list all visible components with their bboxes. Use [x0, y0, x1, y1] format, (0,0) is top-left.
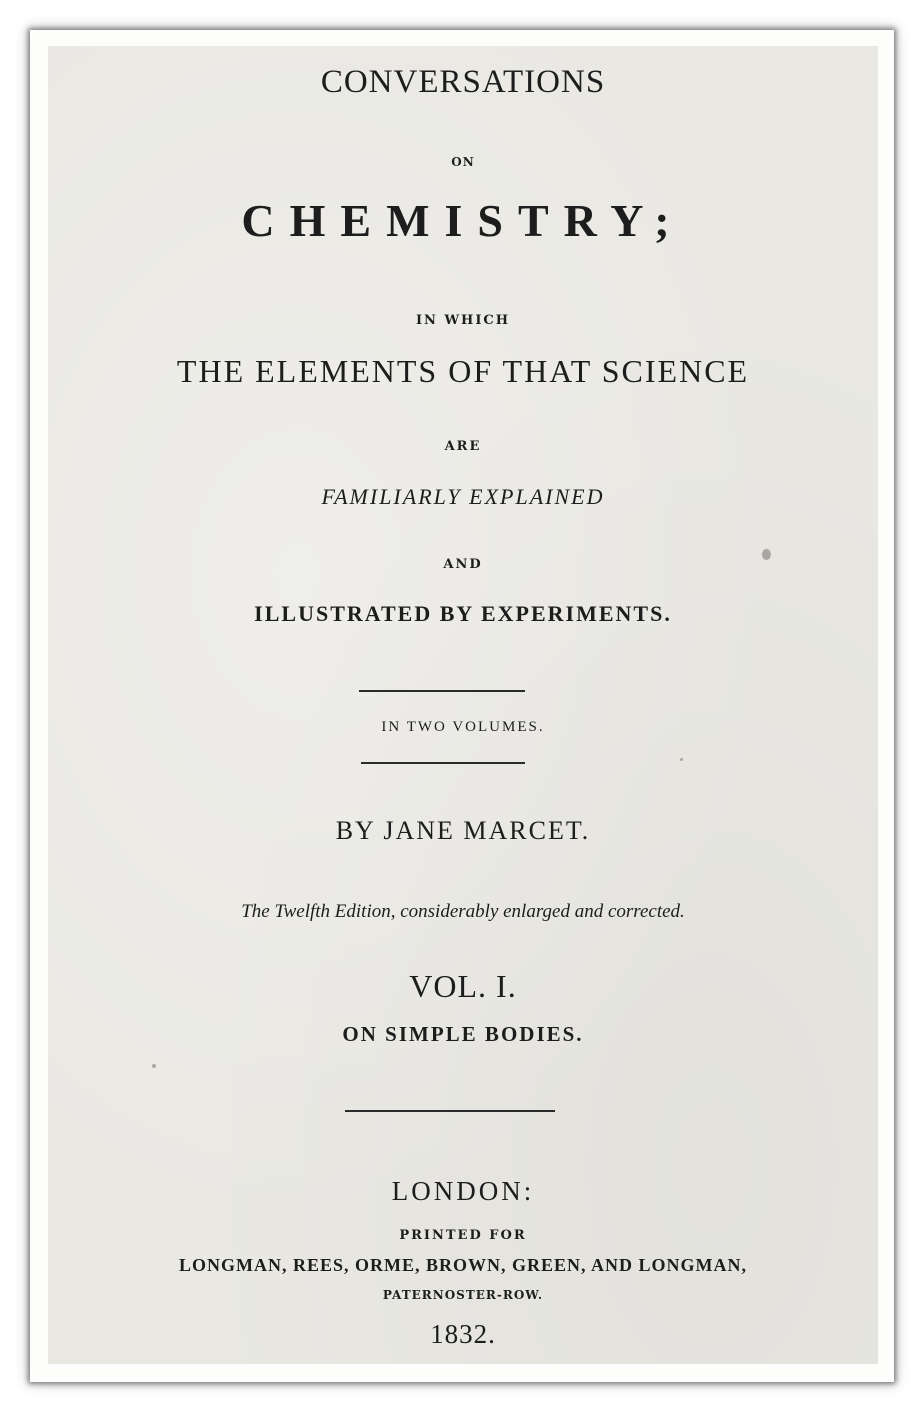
author-line: BY JANE MARCET. — [335, 816, 591, 845]
subtitle-familiarly-explained: FAMILIARLY EXPLAINED — [321, 484, 605, 509]
title-conversations: CONVERSATIONS — [320, 64, 606, 100]
title-chemistry: CHEMISTRY; — [241, 195, 685, 246]
paper-spot — [762, 549, 771, 560]
imprint-place: LONDON: — [391, 1176, 535, 1206]
volumes-note: IN TWO VOLUMES. — [381, 719, 545, 735]
subtitle-in-which: IN WHICH — [415, 313, 511, 328]
subtitle-are: ARE — [444, 439, 482, 454]
subtitle-illustrated: ILLUSTRATED BY EXPERIMENTS. — [254, 601, 672, 626]
volume-number: VOL. I. — [409, 968, 517, 1004]
paper-speck — [152, 1064, 156, 1068]
rule-upper — [359, 690, 525, 692]
volume-subject: ON SIMPLE BODIES. — [342, 1022, 584, 1046]
imprint-address: PATERNOSTER-ROW. — [382, 1288, 544, 1302]
imprint-year: 1832. — [430, 1319, 496, 1349]
rule-middle — [361, 762, 525, 764]
title-page — [48, 46, 878, 1364]
title-connector-on: ON — [451, 155, 475, 169]
subtitle-and: AND — [443, 557, 483, 572]
paper-speck — [680, 758, 683, 761]
edition-note: The Twelfth Edition, considerably enlarged and corrected. — [241, 901, 685, 922]
imprint-publishers: LONGMAN, REES, ORME, BROWN, GREEN, AND LONGMAN, — [178, 1255, 748, 1275]
rule-lower — [345, 1110, 555, 1112]
imprint-printed-for: PRINTED FOR — [399, 1228, 527, 1243]
subtitle-elements: THE ELEMENTS OF THAT SCIENCE — [176, 353, 750, 389]
